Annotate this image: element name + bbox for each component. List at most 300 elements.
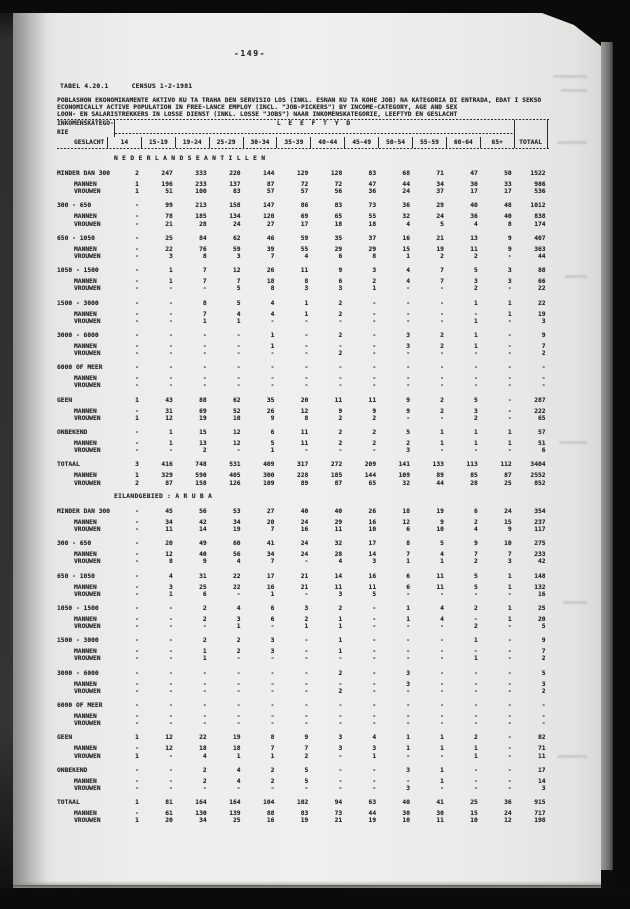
row-label: MANNEN xyxy=(74,551,97,559)
value-cell: - xyxy=(304,720,309,728)
value-cell: 84 xyxy=(199,234,207,242)
value-cell: - xyxy=(135,810,139,818)
value-cell: 14 xyxy=(537,777,546,785)
value-cell: 62 xyxy=(232,396,241,404)
value-cell: - xyxy=(372,713,377,720)
value-cell: - xyxy=(135,637,139,645)
value-cell: 20 xyxy=(165,817,173,825)
value-cell: 590 xyxy=(195,472,207,480)
value-cell: 416 xyxy=(161,461,173,469)
value-cell: 19 xyxy=(232,734,241,742)
value-cell: - xyxy=(440,299,444,307)
value-cell: - xyxy=(474,680,478,688)
value-cell: - xyxy=(406,713,411,720)
value-cell: - xyxy=(507,637,512,645)
value-cell: 2552 xyxy=(530,472,546,480)
value-cell: 1 xyxy=(507,615,512,623)
row-label: VROUWEN xyxy=(74,817,101,825)
value-cell: - xyxy=(135,648,139,656)
value-cell: - xyxy=(270,784,275,792)
row-label: 1500 - 3000 xyxy=(57,637,99,645)
value-cell: - xyxy=(168,713,173,720)
value-cell: 7 xyxy=(202,310,207,318)
row-label: MANNEN xyxy=(74,342,97,350)
book-gutter-edge xyxy=(0,0,13,909)
value-cell: 536 xyxy=(534,188,546,196)
value-cell: 1 xyxy=(440,734,444,742)
value-cell: - xyxy=(135,713,139,720)
value-cell: - xyxy=(406,637,411,645)
table-row xyxy=(57,539,549,549)
value-cell: - xyxy=(338,382,343,390)
value-cell: - xyxy=(406,648,411,656)
value-cell: 2 xyxy=(135,170,139,177)
value-cell: 71 xyxy=(436,170,444,177)
value-cell: - xyxy=(168,375,173,383)
value-cell: - xyxy=(270,713,275,720)
value-cell: 1 xyxy=(474,299,478,307)
value-cell: - xyxy=(168,680,173,688)
value-cell: - xyxy=(135,745,139,753)
value-cell: 15 xyxy=(470,810,478,818)
value-cell: 3404 xyxy=(530,461,546,469)
value-cell: 4 xyxy=(474,525,478,533)
value-cell: - xyxy=(474,648,478,656)
value-cell: 9 xyxy=(338,267,343,275)
value-cell: - xyxy=(168,623,173,631)
value-cell: 16 xyxy=(368,518,377,526)
value-cell: 87 xyxy=(165,479,173,487)
value-cell: - xyxy=(304,637,309,645)
value-cell: 1 xyxy=(406,745,411,753)
value-cell: 11 xyxy=(300,429,309,436)
value-cell: 1 xyxy=(236,317,241,325)
value-cell: - xyxy=(507,752,512,760)
value-cell: 5 xyxy=(440,540,444,548)
value-cell: 12 xyxy=(165,745,173,753)
value-cell: 72 xyxy=(300,181,309,188)
value-cell: 22 xyxy=(165,245,173,253)
value-cell: 7 xyxy=(270,252,275,260)
value-cell: - xyxy=(507,648,512,656)
value-cell: 40 xyxy=(402,799,411,807)
table-row xyxy=(57,285,549,292)
table-row xyxy=(57,363,549,373)
value-cell: 7 xyxy=(202,267,207,275)
value-cell: 14 xyxy=(334,572,343,580)
value-cell: 117 xyxy=(534,525,546,533)
value-cell: - xyxy=(406,382,411,390)
value-cell: 5 xyxy=(270,440,275,447)
row-label: VROUWEN xyxy=(74,220,101,228)
value-cell: - xyxy=(338,317,343,325)
value-cell: - xyxy=(440,720,444,728)
value-cell: 26 xyxy=(266,407,275,415)
table-id: TABEL 4.20.1 xyxy=(60,82,109,90)
value-cell: - xyxy=(440,752,444,760)
value-cell: 44 xyxy=(402,181,411,188)
value-cell: 2 xyxy=(474,604,478,612)
value-cell: - xyxy=(202,687,207,695)
row-label: MANNEN xyxy=(74,680,97,688)
value-cell: - xyxy=(474,590,478,598)
value-cell: 41 xyxy=(266,540,275,548)
value-cell: 28 xyxy=(199,220,207,228)
value-cell: - xyxy=(372,702,377,709)
census-label: CENSUS 1-2-1981 xyxy=(131,82,193,90)
value-cell: 1 xyxy=(270,447,275,455)
value-cell: 1 xyxy=(440,766,444,774)
value-cell: 1 xyxy=(474,655,478,663)
row-label: MANNEN xyxy=(74,745,97,753)
value-cell: - xyxy=(135,669,139,677)
value-cell: - xyxy=(372,784,377,792)
value-cell: - xyxy=(474,766,478,774)
value-cell: - xyxy=(372,680,377,688)
value-cell: - xyxy=(507,382,512,390)
value-cell: - xyxy=(202,784,207,792)
value-cell: 11 xyxy=(165,525,173,533)
value-cell: 1 xyxy=(168,590,173,598)
value-cell: 333 xyxy=(195,170,207,177)
value-cell: 35 xyxy=(266,396,275,404)
value-cell: 8 xyxy=(202,252,207,260)
value-cell: 34 xyxy=(436,181,444,188)
income-category-header-2: RIE xyxy=(57,129,115,138)
value-cell: 34 xyxy=(199,817,207,825)
value-cell: - xyxy=(338,720,343,728)
value-cell: 141 xyxy=(398,461,411,469)
value-cell: - xyxy=(304,669,309,677)
value-cell: - xyxy=(507,447,512,455)
scan-artifact xyxy=(561,89,587,92)
value-cell: - xyxy=(372,331,377,339)
value-cell: - xyxy=(474,713,478,720)
row-label: 300 - 650 xyxy=(57,202,92,210)
value-cell: - xyxy=(304,447,309,455)
value-cell: - xyxy=(474,784,478,792)
value-cell: 19 xyxy=(232,525,241,533)
value-cell: 45 xyxy=(165,507,173,515)
row-label: MANNEN xyxy=(74,407,97,415)
value-cell: 15 xyxy=(402,245,411,253)
page-number: -149- xyxy=(233,48,267,58)
row-label: 3000 - 6000 xyxy=(57,669,99,677)
value-cell: - xyxy=(507,713,512,720)
value-cell: 83 xyxy=(300,810,309,818)
value-cell: - xyxy=(236,331,241,339)
value-cell: 3 xyxy=(338,734,343,742)
value-cell: 73 xyxy=(368,202,377,210)
value-cell: 4 xyxy=(406,278,411,286)
value-cell: 30 xyxy=(402,810,411,818)
value-cell: - xyxy=(440,382,444,390)
value-cell: 1 xyxy=(406,558,411,566)
value-cell: 8 xyxy=(372,252,377,260)
value-cell: 2 xyxy=(202,615,207,623)
row-label: VROUWEN xyxy=(74,687,101,695)
value-cell: - xyxy=(338,364,343,372)
value-cell: 4 xyxy=(270,299,275,307)
document-page xyxy=(13,13,601,885)
value-cell: 33 xyxy=(504,181,512,188)
value-cell: 28 xyxy=(470,479,478,487)
value-cell: - xyxy=(338,752,343,760)
value-cell: 20 xyxy=(537,615,546,623)
value-cell: 9 xyxy=(507,245,512,253)
table-row xyxy=(57,396,549,406)
value-cell: - xyxy=(406,655,411,663)
value-cell: 2 xyxy=(474,285,478,293)
value-cell: 11 xyxy=(334,396,343,404)
value-cell: 2 xyxy=(440,342,444,350)
value-cell: 1 xyxy=(507,429,512,436)
age-col-header: 45-49 xyxy=(344,137,378,148)
value-cell: - xyxy=(440,680,444,688)
value-cell: - xyxy=(440,655,444,663)
value-cell: 24 xyxy=(300,551,309,559)
value-cell: - xyxy=(270,720,275,728)
value-cell: - xyxy=(236,447,241,455)
value-cell: - xyxy=(507,364,512,372)
value-cell: - xyxy=(507,680,512,688)
value-cell: 17 xyxy=(470,188,478,196)
value-cell: - xyxy=(338,655,343,663)
value-cell: 25 xyxy=(165,234,173,242)
value-cell: 12 xyxy=(165,551,173,559)
value-cell: - xyxy=(507,777,512,785)
value-cell: 26 xyxy=(368,507,377,515)
value-cell: 69 xyxy=(300,213,309,221)
value-cell: 42 xyxy=(537,558,546,566)
value-cell: 147 xyxy=(263,202,275,210)
value-cell: - xyxy=(236,655,241,663)
value-cell: - xyxy=(507,375,512,383)
value-cell: 329 xyxy=(161,472,173,480)
table-row xyxy=(57,766,549,776)
value-cell: 5 xyxy=(372,590,377,598)
row-label: MINDER DAN 300 xyxy=(57,170,111,177)
value-cell: - xyxy=(135,777,139,785)
value-cell: 19 xyxy=(436,245,444,253)
value-cell: 8 xyxy=(270,734,275,742)
row-label: MANNEN xyxy=(74,245,97,253)
value-cell: 209 xyxy=(364,461,377,469)
value-cell: 8 xyxy=(304,278,309,286)
value-cell: 1 xyxy=(135,817,139,825)
value-cell: 2 xyxy=(440,396,444,404)
value-cell: 9 xyxy=(372,407,377,415)
value-cell: 65 xyxy=(368,479,377,487)
value-cell: - xyxy=(440,590,444,598)
value-cell: - xyxy=(338,680,343,688)
row-label: MANNEN xyxy=(74,375,97,383)
value-cell: 81 xyxy=(165,799,173,807)
table-row xyxy=(57,188,549,195)
value-cell: - xyxy=(135,310,139,318)
value-cell: 2 xyxy=(541,655,546,663)
value-cell: - xyxy=(304,382,309,390)
value-cell: 65 xyxy=(334,213,343,221)
value-cell: 1 xyxy=(474,331,478,339)
value-cell: 10 xyxy=(504,540,512,548)
value-cell: 233 xyxy=(534,551,546,559)
value-cell: 4 xyxy=(202,752,207,760)
row-label: MANNEN xyxy=(74,472,97,480)
value-cell: 5 xyxy=(474,583,478,591)
table-row xyxy=(57,415,549,422)
value-cell: 40 xyxy=(470,202,478,210)
value-cell: 4 xyxy=(236,558,241,566)
value-cell: - xyxy=(236,364,241,372)
value-cell: 28 xyxy=(334,551,343,559)
value-cell: 18 xyxy=(402,507,411,515)
table-body xyxy=(57,155,549,825)
row-label: MANNEN xyxy=(74,648,97,656)
scan-artifact xyxy=(559,441,587,444)
value-cell: - xyxy=(135,202,139,210)
value-cell: 1 xyxy=(135,188,139,196)
table-row xyxy=(57,701,549,711)
value-cell: - xyxy=(168,299,173,307)
value-cell: 1 xyxy=(507,583,512,591)
value-cell: 1 xyxy=(474,440,478,447)
value-cell: 5 xyxy=(474,267,478,275)
value-cell: 300 xyxy=(263,472,275,480)
value-cell: 5 xyxy=(304,777,309,785)
value-cell: - xyxy=(135,440,139,447)
value-cell: 42 xyxy=(199,518,207,526)
row-label: 300 - 650 xyxy=(57,540,92,548)
value-cell: - xyxy=(507,720,512,728)
value-cell: - xyxy=(135,525,139,533)
value-cell: - xyxy=(406,375,411,383)
value-cell: 25 xyxy=(199,583,207,591)
value-cell: 18 xyxy=(266,278,275,286)
value-cell: 10 xyxy=(436,525,444,533)
value-cell: 60 xyxy=(232,540,241,548)
value-cell: 48 xyxy=(504,202,512,210)
value-cell: - xyxy=(474,310,478,318)
value-cell: 405 xyxy=(229,472,241,480)
table-row xyxy=(57,480,549,487)
value-cell: 7 xyxy=(440,267,444,275)
table-row xyxy=(57,604,549,614)
value-cell: 3 xyxy=(338,285,343,293)
value-cell: 220 xyxy=(229,170,241,177)
value-cell: 14 xyxy=(368,551,377,559)
table-row xyxy=(57,526,549,533)
value-cell: 24 xyxy=(504,810,512,818)
value-cell: 24 xyxy=(402,188,411,196)
value-cell: 407 xyxy=(534,234,546,242)
table-row xyxy=(57,558,549,565)
value-cell: 1 xyxy=(304,310,309,318)
value-cell: - xyxy=(135,540,139,548)
row-label: GEEN xyxy=(57,396,73,404)
value-cell: 1 xyxy=(202,317,207,325)
value-cell: - xyxy=(372,615,377,623)
value-cell: 31 xyxy=(165,407,173,415)
value-cell: 1 xyxy=(338,623,343,631)
value-cell: 3 xyxy=(406,331,411,339)
value-cell: 34 xyxy=(266,551,275,559)
value-cell: - xyxy=(474,720,478,728)
value-cell: 11 xyxy=(334,525,343,533)
value-cell: - xyxy=(168,777,173,785)
value-cell: 1 xyxy=(168,267,173,275)
value-cell: 57 xyxy=(300,188,309,196)
value-cell: 55 xyxy=(300,245,309,253)
age-span-divider xyxy=(115,129,514,138)
row-label: MANNEN xyxy=(74,181,97,188)
value-cell: 363 xyxy=(534,245,546,253)
value-cell: - xyxy=(507,734,512,742)
value-cell: 56 xyxy=(334,188,343,196)
value-cell: - xyxy=(507,252,512,260)
value-cell: 287 xyxy=(534,396,546,404)
value-cell: - xyxy=(440,447,444,455)
value-cell: - xyxy=(338,447,343,455)
value-cell: - xyxy=(541,364,546,372)
value-cell: 1 xyxy=(507,440,512,447)
value-cell: - xyxy=(406,310,411,318)
value-cell: 233 xyxy=(195,181,207,188)
value-cell: 1 xyxy=(507,299,512,307)
value-cell: - xyxy=(236,382,241,390)
value-cell: 19 xyxy=(300,817,309,825)
row-label: VROUWEN xyxy=(74,784,101,792)
value-cell: - xyxy=(474,687,478,695)
age-col-header: 15-19 xyxy=(141,137,175,148)
value-cell: 2 xyxy=(270,766,275,774)
value-cell: 88 xyxy=(199,396,207,404)
value-cell: 6 xyxy=(202,590,207,598)
value-cell: 1 xyxy=(440,440,444,447)
value-cell: - xyxy=(168,766,173,774)
value-cell: - xyxy=(270,364,275,372)
row-label: VROUWEN xyxy=(74,350,101,358)
value-cell: 2 xyxy=(338,331,343,339)
value-cell: - xyxy=(236,680,241,688)
value-cell: - xyxy=(135,518,139,526)
value-cell: 18 xyxy=(232,745,241,753)
value-cell: 6 xyxy=(270,429,275,436)
value-cell: 22 xyxy=(537,299,546,307)
value-cell: 12 xyxy=(232,267,241,275)
value-cell: - xyxy=(372,655,377,663)
value-cell: 128 xyxy=(330,170,343,177)
value-cell: - xyxy=(406,702,411,709)
value-cell: - xyxy=(168,687,173,695)
table-row xyxy=(57,428,549,438)
value-cell: 89 xyxy=(436,472,444,480)
value-cell: 94 xyxy=(334,799,343,807)
value-cell: 8 xyxy=(270,285,275,293)
value-cell: 2 xyxy=(372,414,377,422)
page-bottom-shadow xyxy=(13,881,601,888)
table-row xyxy=(57,221,549,228)
value-cell: - xyxy=(372,604,377,612)
value-cell: 46 xyxy=(266,234,275,242)
value-cell: - xyxy=(135,382,139,390)
value-cell: 40 xyxy=(300,507,309,515)
value-cell: - xyxy=(168,317,173,325)
value-cell: 2 xyxy=(338,687,343,695)
table-row xyxy=(57,375,549,382)
value-cell: 8 xyxy=(406,540,411,548)
value-cell: 531 xyxy=(229,461,241,469)
